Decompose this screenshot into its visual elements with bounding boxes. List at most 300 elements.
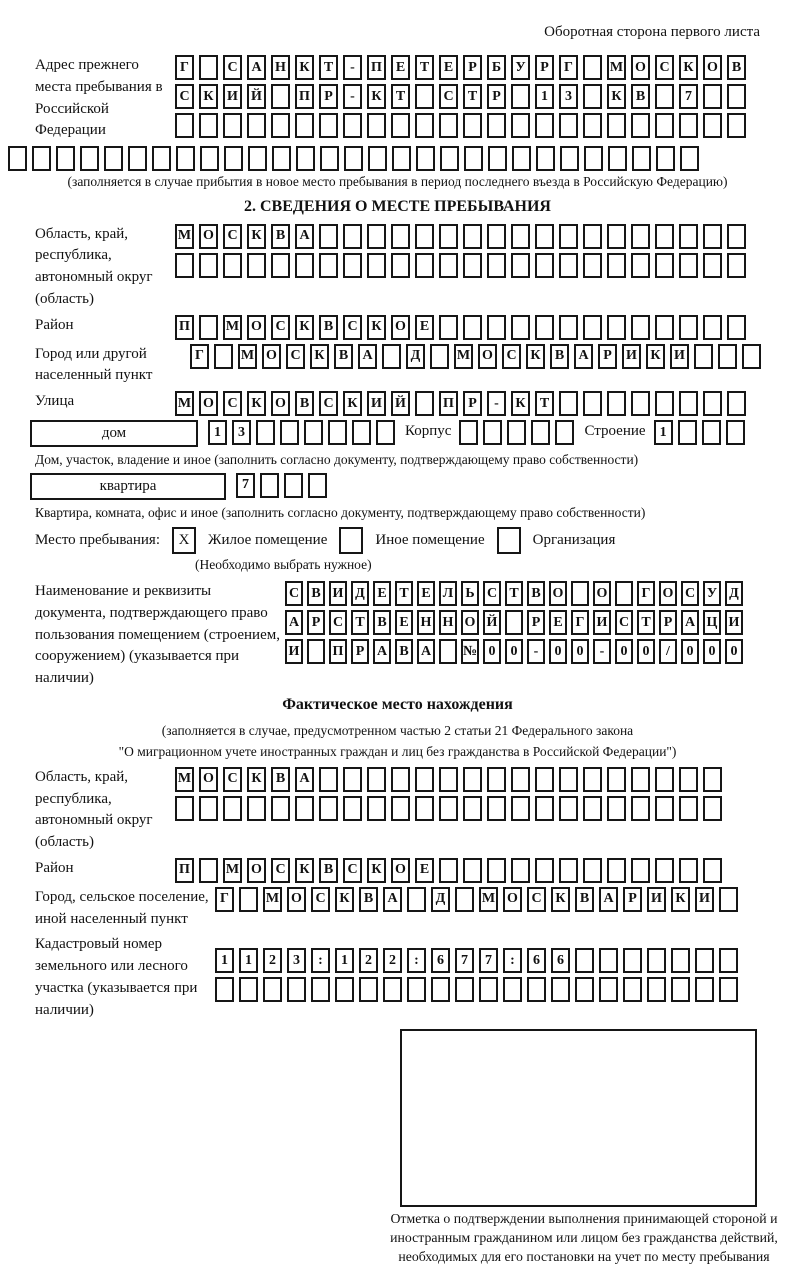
char-cell[interactable] [647, 977, 666, 1002]
char-cell[interactable]: С [655, 55, 674, 80]
char-cell[interactable] [415, 767, 434, 792]
char-cell[interactable] [535, 113, 554, 138]
char-cell[interactable] [678, 420, 697, 445]
char-cell[interactable] [631, 858, 650, 883]
char-cell[interactable] [511, 113, 530, 138]
char-cell[interactable]: Б [487, 55, 506, 80]
char-cell[interactable] [727, 391, 746, 416]
char-cell[interactable]: О [199, 391, 218, 416]
char-cell[interactable] [175, 796, 194, 821]
char-cell[interactable]: К [199, 84, 218, 109]
char-cell[interactable] [320, 146, 339, 171]
char-cell[interactable] [463, 796, 482, 821]
char-cell[interactable]: Д [351, 581, 369, 606]
char-cell[interactable] [607, 315, 626, 340]
char-cell[interactable] [742, 344, 761, 369]
char-cell[interactable] [583, 55, 602, 80]
char-cell[interactable]: Р [463, 55, 482, 80]
char-cell[interactable] [311, 977, 330, 1002]
char-cell[interactable] [607, 767, 626, 792]
char-cell[interactable]: К [247, 767, 266, 792]
char-cell[interactable] [727, 113, 746, 138]
stay-option-other-checkbox[interactable] [339, 527, 363, 554]
char-cell[interactable] [439, 639, 457, 664]
char-cell[interactable] [703, 858, 722, 883]
char-cell[interactable] [392, 146, 411, 171]
char-cell[interactable] [407, 977, 426, 1002]
char-cell[interactable] [702, 420, 721, 445]
char-cell[interactable] [483, 420, 502, 445]
char-cell[interactable]: В [359, 887, 378, 912]
char-cell[interactable] [679, 253, 698, 278]
char-cell[interactable] [391, 224, 410, 249]
char-cell[interactable]: 7 [455, 948, 474, 973]
char-cell[interactable] [607, 858, 626, 883]
char-cell[interactable] [583, 767, 602, 792]
char-cell[interactable] [383, 977, 402, 1002]
char-cell[interactable]: А [417, 639, 435, 664]
char-cell[interactable] [703, 315, 722, 340]
char-cell[interactable]: С [286, 344, 305, 369]
char-cell[interactable] [727, 84, 746, 109]
char-cell[interactable] [608, 146, 627, 171]
char-cell[interactable] [535, 224, 554, 249]
char-cell[interactable]: О [391, 858, 410, 883]
char-cell[interactable]: О [478, 344, 497, 369]
char-cell[interactable]: С [483, 581, 501, 606]
char-cell[interactable] [272, 146, 291, 171]
char-cell[interactable]: Е [439, 55, 458, 80]
char-cell[interactable]: Р [463, 391, 482, 416]
char-cell[interactable] [679, 796, 698, 821]
char-cell[interactable] [511, 84, 530, 109]
char-cell[interactable] [284, 473, 303, 498]
char-cell[interactable] [295, 113, 314, 138]
char-cell[interactable] [176, 146, 195, 171]
char-cell[interactable]: И [622, 344, 641, 369]
char-cell[interactable]: К [335, 887, 354, 912]
char-cell[interactable] [727, 315, 746, 340]
char-cell[interactable] [56, 146, 75, 171]
char-cell[interactable]: Е [549, 610, 567, 635]
char-cell[interactable]: Г [175, 55, 194, 80]
char-cell[interactable] [247, 113, 266, 138]
char-cell[interactable] [368, 146, 387, 171]
char-cell[interactable]: А [599, 887, 618, 912]
char-cell[interactable] [271, 113, 290, 138]
char-cell[interactable] [535, 858, 554, 883]
char-cell[interactable]: Н [417, 610, 435, 635]
char-cell[interactable]: В [575, 887, 594, 912]
char-cell[interactable]: У [703, 581, 721, 606]
char-cell[interactable] [607, 253, 626, 278]
char-cell[interactable] [488, 146, 507, 171]
char-cell[interactable] [367, 796, 386, 821]
char-cell[interactable]: А [285, 610, 303, 635]
char-cell[interactable]: И [285, 639, 303, 664]
char-cell[interactable]: Т [535, 391, 554, 416]
char-cell[interactable] [718, 344, 737, 369]
char-cell[interactable] [535, 767, 554, 792]
char-cell[interactable]: М [479, 887, 498, 912]
char-cell[interactable]: № [461, 639, 479, 664]
char-cell[interactable]: 6 [551, 948, 570, 973]
char-cell[interactable] [271, 253, 290, 278]
char-cell[interactable] [391, 253, 410, 278]
char-cell[interactable]: А [295, 224, 314, 249]
char-cell[interactable]: В [334, 344, 353, 369]
char-cell[interactable]: Г [190, 344, 209, 369]
char-cell[interactable]: - [343, 84, 362, 109]
char-cell[interactable] [487, 858, 506, 883]
char-cell[interactable] [431, 977, 450, 1002]
char-cell[interactable] [695, 948, 714, 973]
char-cell[interactable] [632, 146, 651, 171]
char-cell[interactable]: П [175, 858, 194, 883]
char-cell[interactable]: М [454, 344, 473, 369]
char-cell[interactable] [527, 977, 546, 1002]
char-cell[interactable] [511, 796, 530, 821]
char-cell[interactable]: С [681, 581, 699, 606]
char-cell[interactable]: Ь [461, 581, 479, 606]
char-cell[interactable] [463, 315, 482, 340]
char-cell[interactable]: Д [431, 887, 450, 912]
char-cell[interactable] [607, 113, 626, 138]
char-cell[interactable] [8, 146, 27, 171]
char-cell[interactable] [727, 253, 746, 278]
char-cell[interactable]: 1 [208, 420, 227, 445]
char-cell[interactable]: В [271, 224, 290, 249]
char-cell[interactable]: И [223, 84, 242, 109]
char-cell[interactable]: О [593, 581, 611, 606]
char-cell[interactable] [679, 391, 698, 416]
char-cell[interactable] [343, 796, 362, 821]
char-cell[interactable] [415, 84, 434, 109]
char-cell[interactable] [415, 113, 434, 138]
char-cell[interactable]: Е [415, 858, 434, 883]
char-cell[interactable] [260, 473, 279, 498]
char-cell[interactable] [599, 977, 618, 1002]
char-cell[interactable] [439, 224, 458, 249]
stay-option-organization-checkbox[interactable] [497, 527, 521, 554]
char-cell[interactable]: А [373, 639, 391, 664]
char-cell[interactable]: И [367, 391, 386, 416]
char-cell[interactable]: Р [319, 84, 338, 109]
char-cell[interactable]: К [295, 55, 314, 80]
char-cell[interactable]: С [271, 315, 290, 340]
char-cell[interactable]: С [319, 391, 338, 416]
char-cell[interactable]: - [527, 639, 545, 664]
char-cell[interactable]: К [367, 858, 386, 883]
char-cell[interactable]: К [671, 887, 690, 912]
char-cell[interactable]: 1 [535, 84, 554, 109]
char-cell[interactable] [575, 977, 594, 1002]
char-cell[interactable]: Й [247, 84, 266, 109]
char-cell[interactable]: С [223, 767, 242, 792]
char-cell[interactable] [726, 420, 745, 445]
char-cell[interactable]: В [295, 391, 314, 416]
char-cell[interactable] [719, 887, 738, 912]
char-cell[interactable]: М [238, 344, 257, 369]
char-cell[interactable]: М [175, 767, 194, 792]
char-cell[interactable]: О [247, 858, 266, 883]
char-cell[interactable]: М [223, 858, 242, 883]
char-cell[interactable]: С [285, 581, 303, 606]
char-cell[interactable]: И [329, 581, 347, 606]
char-cell[interactable] [703, 113, 722, 138]
char-cell[interactable] [247, 796, 266, 821]
char-cell[interactable]: О [461, 610, 479, 635]
char-cell[interactable] [367, 113, 386, 138]
char-cell[interactable] [32, 146, 51, 171]
char-cell[interactable] [535, 253, 554, 278]
char-cell[interactable]: С [223, 224, 242, 249]
char-cell[interactable] [175, 113, 194, 138]
char-cell[interactable] [583, 113, 602, 138]
char-cell[interactable]: П [295, 84, 314, 109]
char-cell[interactable]: И [725, 610, 743, 635]
char-cell[interactable] [376, 420, 395, 445]
char-cell[interactable]: : [503, 948, 522, 973]
char-cell[interactable]: О [199, 224, 218, 249]
char-cell[interactable] [80, 146, 99, 171]
char-cell[interactable] [727, 224, 746, 249]
char-cell[interactable] [703, 84, 722, 109]
char-cell[interactable] [511, 224, 530, 249]
char-cell[interactable]: 0 [505, 639, 523, 664]
char-cell[interactable] [560, 146, 579, 171]
char-cell[interactable]: Г [637, 581, 655, 606]
char-cell[interactable] [503, 977, 522, 1002]
char-cell[interactable]: В [727, 55, 746, 80]
char-cell[interactable] [535, 315, 554, 340]
char-cell[interactable] [559, 315, 578, 340]
char-cell[interactable]: 1 [335, 948, 354, 973]
char-cell[interactable] [463, 224, 482, 249]
char-cell[interactable]: Р [351, 639, 369, 664]
char-cell[interactable]: Г [571, 610, 589, 635]
char-cell[interactable] [152, 146, 171, 171]
char-cell[interactable] [511, 767, 530, 792]
char-cell[interactable] [631, 315, 650, 340]
char-cell[interactable]: К [526, 344, 545, 369]
char-cell[interactable] [559, 796, 578, 821]
char-cell[interactable]: Т [351, 610, 369, 635]
char-cell[interactable] [703, 224, 722, 249]
char-cell[interactable] [599, 948, 618, 973]
char-cell[interactable] [655, 315, 674, 340]
char-cell[interactable] [382, 344, 401, 369]
char-cell[interactable]: - [343, 55, 362, 80]
char-cell[interactable] [328, 420, 347, 445]
char-cell[interactable] [559, 767, 578, 792]
char-cell[interactable] [655, 224, 674, 249]
char-cell[interactable] [655, 796, 674, 821]
char-cell[interactable]: 0 [615, 639, 633, 664]
char-cell[interactable]: С [329, 610, 347, 635]
char-cell[interactable] [416, 146, 435, 171]
apartment-box[interactable]: квартира [30, 473, 226, 500]
char-cell[interactable]: И [670, 344, 689, 369]
char-cell[interactable] [719, 948, 738, 973]
char-cell[interactable]: 1 [215, 948, 234, 973]
char-cell[interactable]: Т [395, 581, 413, 606]
char-cell[interactable] [703, 767, 722, 792]
char-cell[interactable]: У [511, 55, 530, 80]
char-cell[interactable] [694, 344, 713, 369]
char-cell[interactable] [463, 767, 482, 792]
char-cell[interactable] [559, 858, 578, 883]
char-cell[interactable]: 7 [236, 473, 255, 498]
char-cell[interactable] [214, 344, 233, 369]
char-cell[interactable]: Р [623, 887, 642, 912]
char-cell[interactable] [679, 113, 698, 138]
char-cell[interactable] [439, 315, 458, 340]
char-cell[interactable]: А [574, 344, 593, 369]
char-cell[interactable] [511, 253, 530, 278]
char-cell[interactable] [455, 977, 474, 1002]
char-cell[interactable]: К [607, 84, 626, 109]
char-cell[interactable]: 3 [559, 84, 578, 109]
char-cell[interactable] [391, 113, 410, 138]
char-cell[interactable]: Г [215, 887, 234, 912]
char-cell[interactable] [407, 887, 426, 912]
char-cell[interactable]: В [527, 581, 545, 606]
char-cell[interactable] [695, 977, 714, 1002]
char-cell[interactable]: Е [391, 55, 410, 80]
char-cell[interactable] [463, 858, 482, 883]
char-cell[interactable]: К [295, 858, 314, 883]
char-cell[interactable] [655, 767, 674, 792]
char-cell[interactable]: С [502, 344, 521, 369]
char-cell[interactable]: К [646, 344, 665, 369]
char-cell[interactable] [199, 113, 218, 138]
char-cell[interactable]: Т [505, 581, 523, 606]
char-cell[interactable] [535, 796, 554, 821]
char-cell[interactable]: А [358, 344, 377, 369]
char-cell[interactable] [104, 146, 123, 171]
char-cell[interactable]: А [383, 887, 402, 912]
char-cell[interactable] [607, 224, 626, 249]
char-cell[interactable]: О [631, 55, 650, 80]
char-cell[interactable] [531, 420, 550, 445]
char-cell[interactable]: С [615, 610, 633, 635]
char-cell[interactable] [343, 224, 362, 249]
char-cell[interactable] [308, 473, 327, 498]
char-cell[interactable] [583, 858, 602, 883]
char-cell[interactable]: Р [487, 84, 506, 109]
char-cell[interactable]: Е [417, 581, 435, 606]
char-cell[interactable] [487, 253, 506, 278]
char-cell[interactable] [319, 224, 338, 249]
char-cell[interactable] [655, 253, 674, 278]
char-cell[interactable]: 1 [654, 420, 673, 445]
char-cell[interactable] [367, 767, 386, 792]
char-cell[interactable] [487, 767, 506, 792]
char-cell[interactable] [271, 796, 290, 821]
char-cell[interactable] [559, 391, 578, 416]
char-cell[interactable]: К [367, 84, 386, 109]
char-cell[interactable]: Й [483, 610, 501, 635]
char-cell[interactable]: П [367, 55, 386, 80]
char-cell[interactable] [439, 253, 458, 278]
char-cell[interactable] [559, 113, 578, 138]
char-cell[interactable] [287, 977, 306, 1002]
char-cell[interactable]: 0 [725, 639, 743, 664]
char-cell[interactable]: Р [598, 344, 617, 369]
char-cell[interactable] [615, 581, 633, 606]
char-cell[interactable]: В [307, 581, 325, 606]
char-cell[interactable] [655, 113, 674, 138]
char-cell[interactable] [679, 858, 698, 883]
char-cell[interactable] [199, 858, 218, 883]
char-cell[interactable] [631, 224, 650, 249]
char-cell[interactable] [559, 253, 578, 278]
char-cell[interactable]: Г [559, 55, 578, 80]
char-cell[interactable]: К [295, 315, 314, 340]
char-cell[interactable] [199, 253, 218, 278]
char-cell[interactable] [583, 84, 602, 109]
char-cell[interactable] [583, 224, 602, 249]
char-cell[interactable] [319, 113, 338, 138]
char-cell[interactable] [680, 146, 699, 171]
char-cell[interactable] [631, 113, 650, 138]
char-cell[interactable]: 7 [479, 948, 498, 973]
char-cell[interactable] [343, 253, 362, 278]
char-cell[interactable]: А [295, 767, 314, 792]
char-cell[interactable] [391, 796, 410, 821]
char-cell[interactable] [175, 253, 194, 278]
char-cell[interactable] [679, 767, 698, 792]
stay-option-residential-checkbox[interactable]: X [172, 527, 196, 554]
char-cell[interactable]: Т [463, 84, 482, 109]
char-cell[interactable]: С [343, 858, 362, 883]
char-cell[interactable] [559, 224, 578, 249]
char-cell[interactable] [511, 315, 530, 340]
char-cell[interactable]: П [439, 391, 458, 416]
char-cell[interactable] [455, 887, 474, 912]
char-cell[interactable]: 0 [703, 639, 721, 664]
char-cell[interactable] [307, 639, 325, 664]
char-cell[interactable] [571, 581, 589, 606]
char-cell[interactable]: Е [415, 315, 434, 340]
char-cell[interactable] [671, 977, 690, 1002]
char-cell[interactable]: Й [391, 391, 410, 416]
char-cell[interactable]: В [395, 639, 413, 664]
char-cell[interactable]: 2 [383, 948, 402, 973]
char-cell[interactable]: Р [307, 610, 325, 635]
char-cell[interactable]: О [703, 55, 722, 80]
char-cell[interactable]: О [503, 887, 522, 912]
char-cell[interactable] [459, 420, 478, 445]
char-cell[interactable]: К [551, 887, 570, 912]
char-cell[interactable]: С [271, 858, 290, 883]
char-cell[interactable] [199, 55, 218, 80]
char-cell[interactable] [703, 391, 722, 416]
char-cell[interactable]: 0 [549, 639, 567, 664]
char-cell[interactable]: С [311, 887, 330, 912]
char-cell[interactable]: Н [271, 55, 290, 80]
char-cell[interactable] [575, 948, 594, 973]
char-cell[interactable] [199, 796, 218, 821]
char-cell[interactable] [656, 146, 675, 171]
char-cell[interactable] [415, 391, 434, 416]
char-cell[interactable] [223, 113, 242, 138]
char-cell[interactable] [319, 767, 338, 792]
char-cell[interactable] [367, 253, 386, 278]
char-cell[interactable]: Т [415, 55, 434, 80]
char-cell[interactable]: 0 [571, 639, 589, 664]
